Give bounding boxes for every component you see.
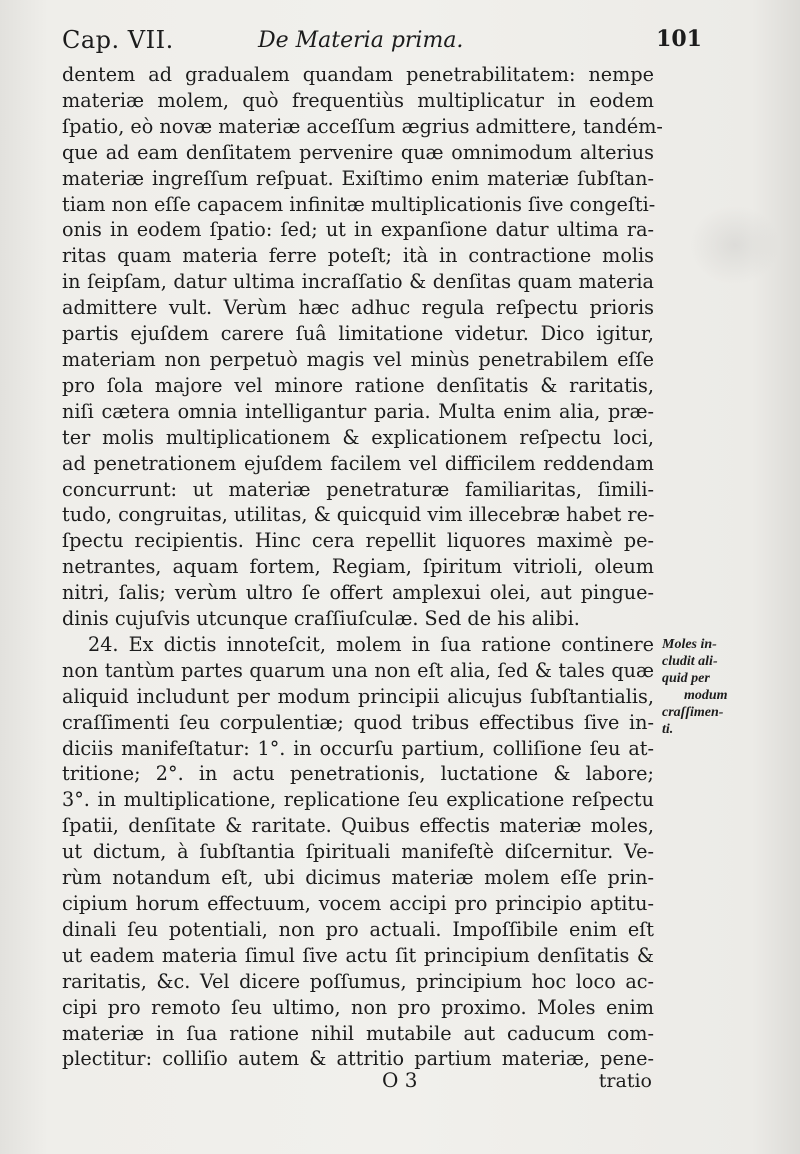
text-line: dinali ſeu potentiali, non pro actuali. Impoſſibile enim eſt (62, 917, 654, 941)
text-line: tudo, congruitas, utilitas, & quicquid vim illecebræ habet re- (62, 503, 655, 527)
chapter-label: Cap. VII. (62, 26, 174, 54)
text-line: ſpatio, eò novæ materiæ acceſſum ægrius admittere, tandém- (62, 114, 663, 138)
text-line: ut dictum, à ſubſtantia ſpirituali manifeſtè diſcernitur. Ve- (62, 840, 654, 864)
text-line: rùm notandum eſt, ubi dicimus materiæ molem eſſe prin- (62, 866, 654, 890)
main-text (62, 62, 663, 1072)
text-line: plectitur: colliſio autem & attritio partium materiæ, pene- (62, 1047, 654, 1071)
text-line: ſpatii, denſitate & raritate. Quibus effectis materiæ moles, (62, 814, 654, 838)
margin-note-line: quid per (662, 671, 710, 686)
margin-note-line: cludit ali- (662, 654, 718, 669)
text-line: non tantùm partes quarum una non eſt alia, ſed & tales quæ (62, 658, 654, 682)
text-line: raritatis, &c. Vel dicere poſſumus, principium hoc loco ac- (62, 969, 654, 993)
text-line: concurrunt: ut materiæ penetraturæ familiaritas, ſimili- (62, 477, 654, 501)
running-title: De Materia prima. (258, 28, 464, 53)
text-line: materiam non perpetuò magis vel minùs penetrabilem eſſe (62, 347, 654, 371)
text-line: ter molis multiplicationem & explicationem reſpectu loci, (62, 425, 654, 449)
margin-note-line: modum (684, 688, 728, 703)
paragraph-end-line: dinis cujuſvis utcunque craſſiuſculæ. Sed de his alibi. (62, 607, 580, 631)
text-line: diciis manifeſtatur: 1°. in occurſu partium, colliſione ſeu at- (62, 736, 654, 760)
margin-note-line: craſſimen- (662, 705, 724, 720)
page-number: 101 (656, 26, 702, 52)
text-line: niſi cætera omnia intelligantur paria. Multa enim alia, præ- (62, 399, 654, 423)
signature-mark: O 3 (382, 1068, 418, 1092)
text-line: ut eadem materia ſimul ſive actu ſit principium denſitatis & (62, 943, 654, 967)
text-line: que ad eam denſitatem pervenire quæ omnimodum alterius (62, 140, 654, 164)
text-line: nitri, ſalis; verùm ultro ſe offert amplexui olei, aut pingue- (62, 581, 654, 605)
text-line: 3°. in multiplicatione, replicatione ſeu explicatione reſpectu (62, 788, 654, 812)
text-line: cipium horum effectuum, vocem accipi pro principio aptitu- (62, 892, 654, 915)
margin-note-line: ti. (662, 722, 674, 737)
bleed-through-stain (690, 205, 780, 285)
text-line: tritione; 2°. in actu penetrationis, luctatione & labore; (62, 762, 654, 786)
text-line: netrantes, aquam fortem, Regiam, ſpiritum vitrioli, oleum (62, 555, 654, 579)
margin-note-line: Moles in- (662, 637, 717, 652)
text-line: aliquid includunt per modum principii alicujus ſubſtantialis, (62, 684, 654, 708)
text-line: craſſimenti ſeu corpulentiæ; quod tribus effectibus ſive in- (62, 710, 654, 734)
text-line: ſpectu recipientis. Hinc cera repellit liquores maximè pe- (62, 529, 654, 553)
catchword: tratio (598, 1070, 652, 1092)
text-line: ad penetrationem ejuſdem facilem vel difficilem reddendam (62, 451, 654, 475)
text-line: cipi pro remoto ſeu ultimo, non pro proximo. Moles enim (62, 995, 654, 1019)
text-line: dentem ad gradualem quandam penetrabilitatem: nempe (62, 63, 654, 86)
text-line: materiæ in ſua ratione nihil mutabile aut caducum com- (62, 1021, 654, 1045)
text-line: 24. Ex dictis innoteſcit, molem in ſua ratione continere (88, 632, 654, 656)
text-line: in ſeipſam, datur ultima incraſſatio & denſitas quam materia (62, 270, 654, 294)
text-line: ritas quam materia ferre poteſt; ità in contractione molis (62, 244, 654, 268)
text-line: admittere vult. Verùm hæc adhuc regula reſpectu prioris (62, 296, 654, 320)
text-line: materiæ molem, quò frequentiùs multiplicatur in eodem (62, 88, 654, 112)
text-line: materiæ ingreſſum reſpuat. Exiſtimo enim materiæ ſubſtan- (62, 166, 654, 190)
running-header (62, 26, 702, 60)
text-line: partis ejuſdem carere ſuâ limitatione videtur. Dico igitur, (62, 322, 654, 346)
text-line: onis in eodem ſpatio: ſed; ut in expanſione datur ultima ra- (62, 218, 654, 242)
marginal-note (662, 636, 772, 738)
text-line: pro ſola majore vel minore ratione denſitatis & raritatis, (62, 373, 654, 397)
text-line: tiam non eſſe capacem infinitæ multiplicationis ſive congeſti- (62, 192, 656, 216)
